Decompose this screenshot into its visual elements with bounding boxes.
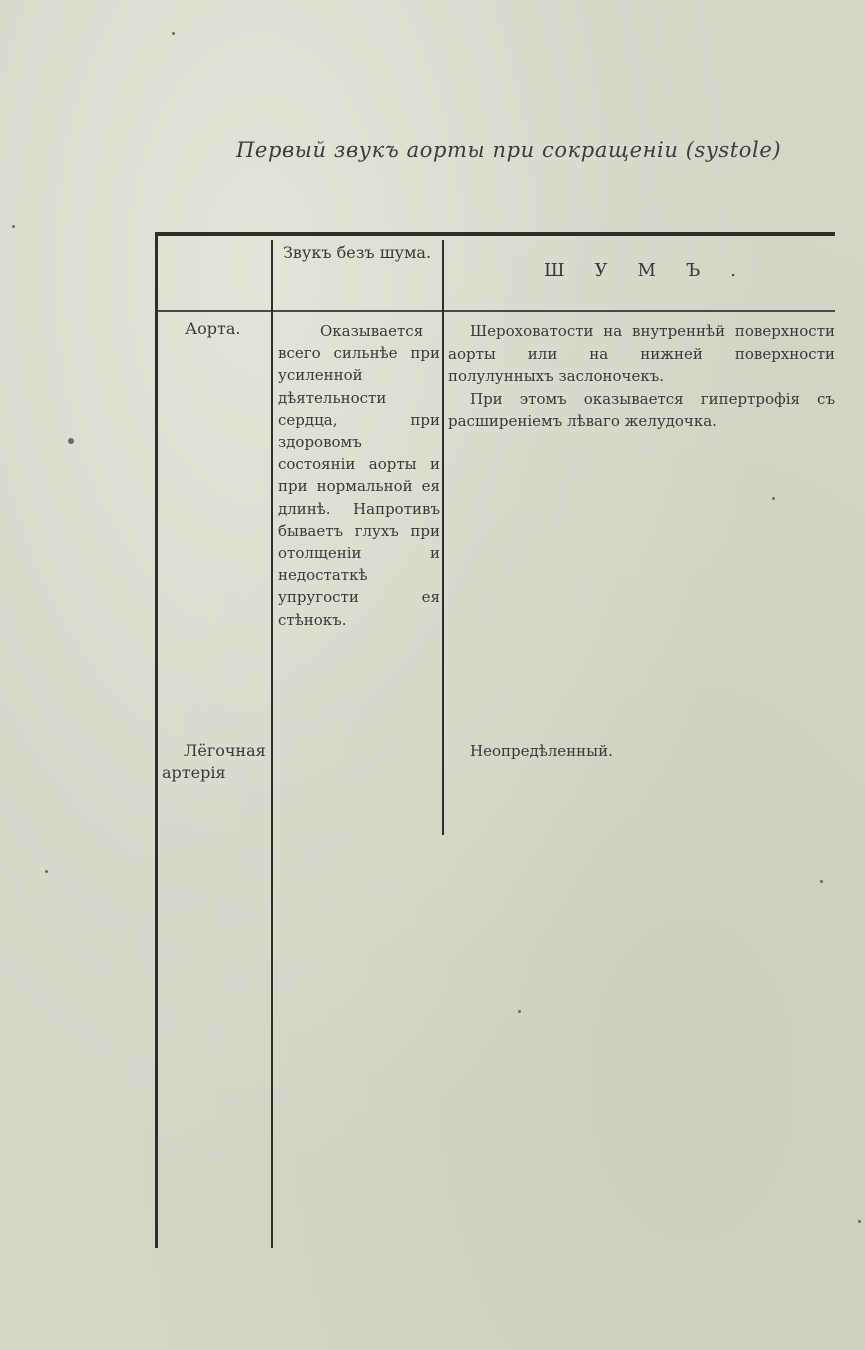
paper-speck — [772, 497, 775, 500]
header-noise: ШУМЪ. — [544, 260, 766, 281]
paper-speck — [45, 870, 48, 873]
row-pulmonary-name-line-2: артерія — [162, 763, 226, 782]
paper-speck — [518, 1010, 521, 1013]
paper-speck — [858, 1220, 861, 1223]
row-aorta-noise-paragraph-2: При этомъ оказывается гипертрофія съ расширеніемъ лѣваго желудочка. — [448, 389, 835, 430]
row-pulmonary-noise: Неопредѣленный. — [470, 742, 613, 760]
table-header-rule — [158, 310, 835, 312]
page-title: Первый звукъ аорты при сокращеніи (systole) — [236, 138, 782, 162]
table-left-border — [155, 232, 158, 1248]
row-aorta-noise-paragraph-1: Шероховатости на внутреннѣй поверхности аорты или на нижней поверхности полулунныхъ заслоночекъ. — [448, 322, 835, 385]
row-pulmonary-name — [162, 740, 272, 784]
paper-speck — [820, 880, 823, 883]
row-aorta-sound: Оказывается всего сильнѣе при усиленной дѣятельности сердца, при здоровомъ состояніи аорты и при нормальной ея длинѣ. Напротивъ бываетъ глухъ при отолщеніи и недостаткѣ упругости ея стѣнокъ. — [278, 322, 440, 629]
paper-speck — [12, 225, 15, 228]
header-sound-without-noise: Звукъ безъ шума. — [282, 243, 432, 262]
table-top-rule — [155, 232, 835, 236]
row-aorta-noise — [448, 320, 835, 433]
table-column-divider-2 — [442, 240, 444, 835]
row-pulmonary-name-line-1: Лёгочная — [184, 741, 266, 760]
paper-speck — [68, 438, 74, 444]
row-aorta-name: Аорта. — [185, 319, 241, 338]
paper-speck — [172, 32, 175, 35]
